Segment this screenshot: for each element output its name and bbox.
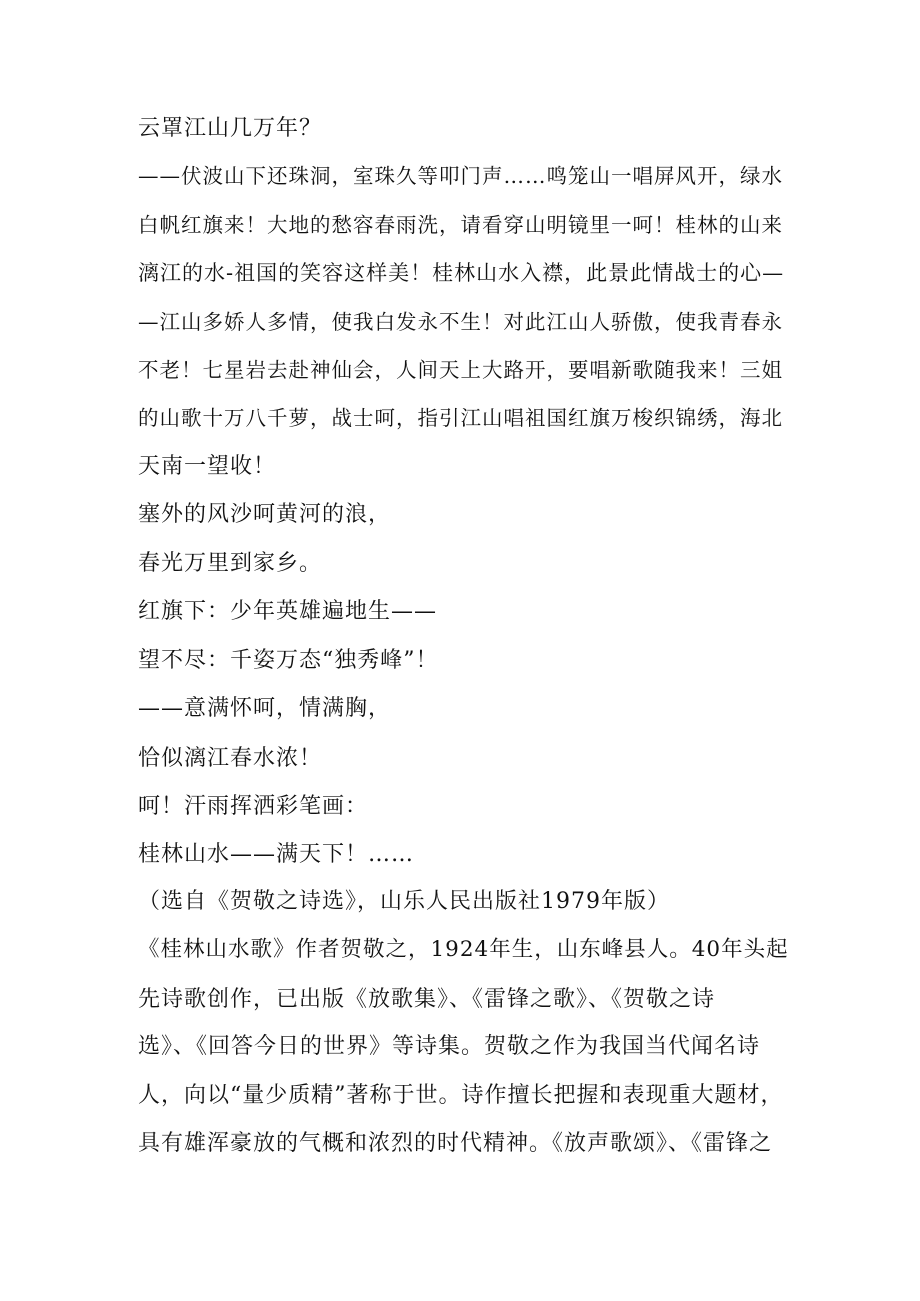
author-bio-line: 人，向以“量少质精”著称于世。诗作擅长把握和表现重大题材，: [138, 1083, 784, 1108]
poem-line: 天南一望收！: [138, 454, 277, 479]
poem-line: ——伏波山下还珠洞，室珠久等叩门声……鸣笼山一唱屏风开，绿水: [138, 164, 783, 188]
poem-line: 呵！汗雨挥洒彩笔画：: [138, 794, 369, 819]
poem-line: 恰似漓江春水浓！: [138, 746, 323, 771]
poem-line: 塞外的风沙呵黄河的浪，: [138, 502, 392, 527]
poem-line: ——意满怀呵，情满胸，: [138, 696, 392, 721]
poem-line: 桂林山水——满天下！……: [138, 842, 415, 867]
author-bio-line: 选》、《回答今日的世界》等诗集。贺敬之作为我国当代闻名诗: [138, 1034, 761, 1059]
poem-line: 云罩江山几万年？: [138, 116, 323, 141]
author-bio-line: 《桂林山水歌》作者贺敬之，1924年生，山东峰县人。40年头起: [138, 937, 789, 962]
source-citation: （选自《贺敬之诗选》，山乐人民出版社1979年版）: [138, 889, 670, 914]
poem-line: 不老！七星岩去赴神仙会，人间天上大路开，要唱新歌随我来！三姐: [138, 358, 783, 382]
author-bio-line: 先诗歌创作，已出版《放歌集》、《雷锋之歌》、《贺敬之诗: [138, 987, 716, 1012]
poem-line: 春光万里到家乡。: [138, 551, 323, 576]
poem-line: 的山歌十万八千萝，战士呵，指引江山唱祖国红旗万梭织锦绣，海北: [138, 406, 783, 430]
author-bio-line: 具有雄浑豪放的气概和浓烈的时代精神。《放声歌颂》、《雷锋之: [138, 1131, 773, 1156]
poem-line: 漓江的水-祖国的笑容这样美！桂林山水入襟，此景此情战士的心—: [138, 261, 785, 285]
poem-line: 白帆红旗来！大地的愁容春雨洗，请看穿山明镜里一呵！桂林的山来: [138, 213, 783, 237]
poem-line: 红旗下：少年英雄遍地生——: [138, 599, 438, 624]
poem-line: —江山多娇人多情，使我白发永不生！对此江山人骄傲，使我青春永: [138, 310, 783, 334]
poem-line: 望不尽：千姿万态“独秀峰”！: [138, 648, 439, 673]
